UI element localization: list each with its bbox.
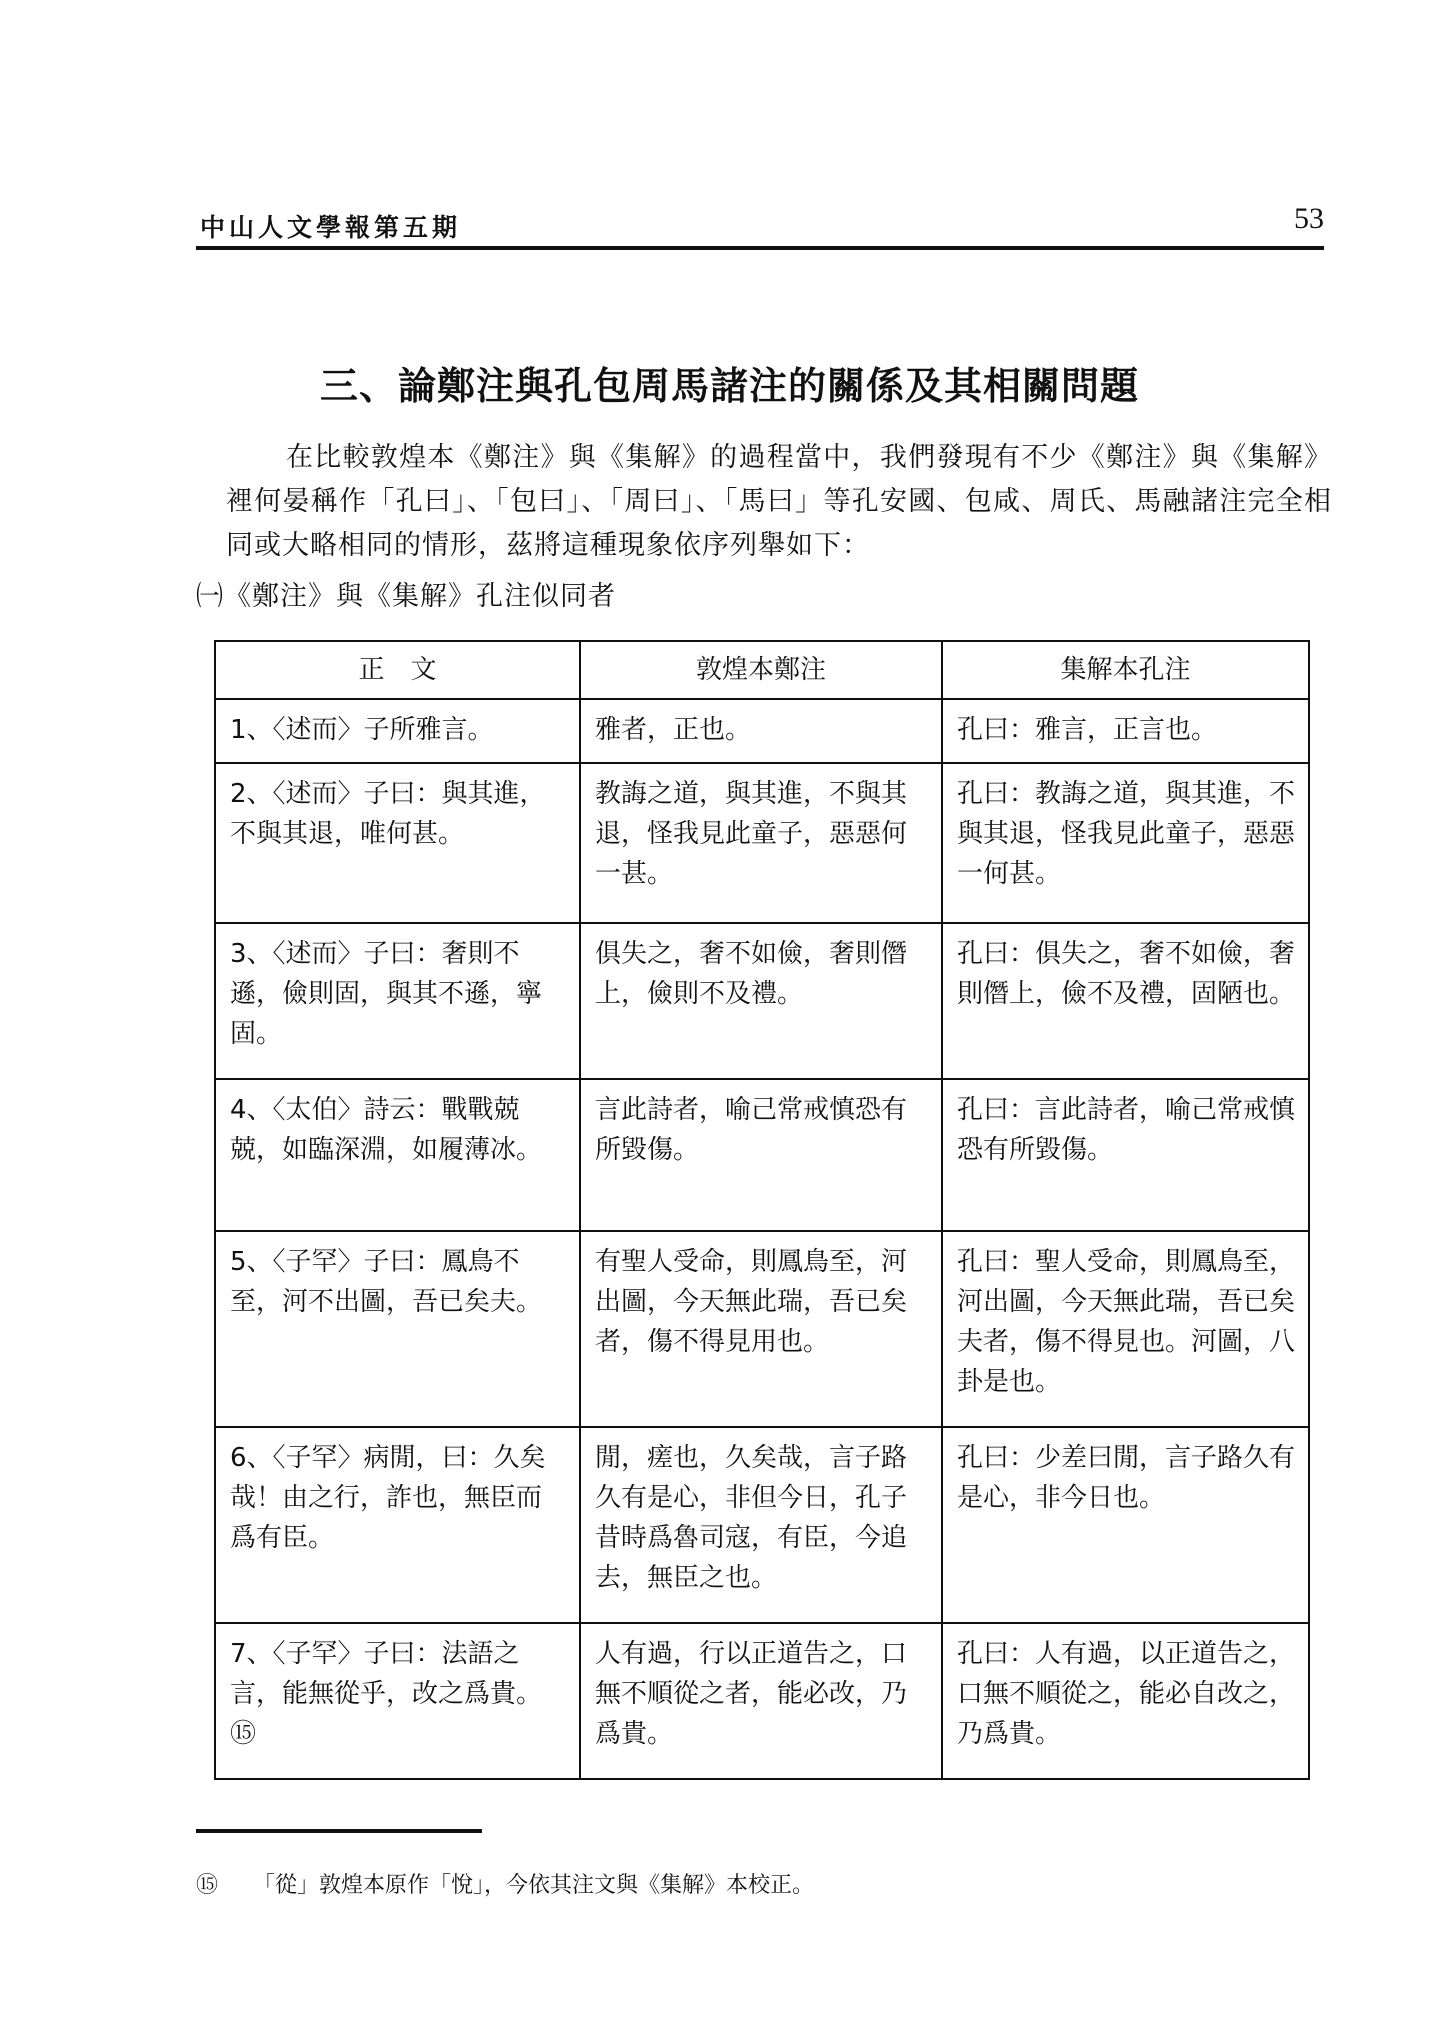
footnote <box>196 1868 1296 1899</box>
section-heading: 三、論鄭注與孔包周馬諸注的關係及其相關問題 <box>320 364 1140 408</box>
cell-zheng: 人有過，行以正道告之，口無不順從之者，能必改，乃爲貴。 <box>580 1623 942 1779</box>
table-header-row <box>215 641 1309 699</box>
footnote-divider <box>196 1829 482 1833</box>
comparison-table <box>214 640 1310 1780</box>
cell-text: 5、〈子罕〉子曰：鳳鳥不至，河不出圖，吾已矣夫。 <box>215 1231 580 1427</box>
table-row <box>215 923 1309 1079</box>
cell-text: 7、〈子罕〉子曰：法語之言，能無從乎，改之爲貴。⑮ <box>215 1623 580 1779</box>
cell-zheng: 言此詩者，喻己常戒慎恐有所毀傷。 <box>580 1079 942 1231</box>
cell-text: 1、〈述而〉子所雅言。 <box>215 699 580 763</box>
cell-jijie: 孔曰：俱失之，奢不如儉，奢則僭上，儉不及禮，固陋也。 <box>942 923 1309 1079</box>
subsection-heading: ㈠《鄭注》與《集解》孔注似同者 <box>196 581 616 612</box>
column-header-text: 正 文 <box>215 641 580 699</box>
cell-zheng: 有聖人受命，則鳳鳥至，河出圖，今天無此瑞，吾已矣者，傷不得見用也。 <box>580 1231 942 1427</box>
running-head <box>196 200 1324 250</box>
column-header-jijie: 集解本孔注 <box>942 641 1309 699</box>
table-row <box>215 1427 1309 1623</box>
cell-jijie: 孔曰：人有過，以正道告之，口無不順從之，能必自改之，乃爲貴。 <box>942 1623 1309 1779</box>
body-paragraph: 在比較敦煌本《鄭注》與《集解》的過程當中，我們發現有不少《鄭注》與《集解》裡何晏稱作「孔曰」、「包曰」、「周曰」、「馬曰」等孔安國、包咸、周氏、馬融諸注完全相同或大略相同的情形，茲將這種現象依序列舉如下： <box>226 442 1332 561</box>
table-row <box>215 1623 1309 1779</box>
cell-zheng: 俱失之，奢不如儉，奢則僭上，儉則不及禮。 <box>580 923 942 1079</box>
cell-jijie: 孔曰：雅言，正言也。 <box>942 699 1309 763</box>
cell-text: 3、〈述而〉子曰：奢則不遜，儉則固，與其不遜，寧固。 <box>215 923 580 1079</box>
cell-jijie: 孔曰：聖人受命，則鳳鳥至，河出圖，今天無此瑞，吾已矣夫者，傷不得見也。河圖，八卦是也。 <box>942 1231 1309 1427</box>
cell-text: 2、〈述而〉子曰：與其進，不與其退，唯何甚。 <box>215 763 580 923</box>
body-paragraph-block <box>226 436 1332 568</box>
table-row <box>215 1079 1309 1231</box>
cell-jijie: 孔曰：少差曰閒，言子路久有是心，非今日也。 <box>942 1427 1309 1623</box>
table-row <box>215 699 1309 763</box>
footnote-mark: ⑮ <box>196 1873 219 1898</box>
cell-zheng: 雅者，正也。 <box>580 699 942 763</box>
cell-zheng: 閒，瘥也，久矣哉，言子路久有是心，非但今日，孔子昔時爲魯司寇，有臣，今追去，無臣之也。 <box>580 1427 942 1623</box>
table-row <box>215 763 1309 923</box>
cell-zheng: 教誨之道，與其進，不與其退，怪我見此童子，惡惡何一甚。 <box>580 763 942 923</box>
cell-jijie: 孔曰：教誨之道，與其進，不與其退，怪我見此童子，惡惡一何甚。 <box>942 763 1309 923</box>
page-number: 53 <box>1294 202 1324 235</box>
column-header-zheng: 敦煌本鄭注 <box>580 641 942 699</box>
cell-jijie: 孔曰：言此詩者，喻己常戒慎恐有所毀傷。 <box>942 1079 1309 1231</box>
table-row <box>215 1231 1309 1427</box>
journal-title: 中山人文學報第五期 <box>200 213 462 242</box>
footnote-text: 「從」敦煌本原作「悅」，今依其注文與《集解》本校正。 <box>253 1873 815 1898</box>
cell-text: 4、〈太伯〉詩云：戰戰兢兢，如臨深淵，如履薄冰。 <box>215 1079 580 1231</box>
cell-text: 6、〈子罕〉病閒，曰：久矣哉！由之行，詐也，無臣而爲有臣。 <box>215 1427 580 1623</box>
